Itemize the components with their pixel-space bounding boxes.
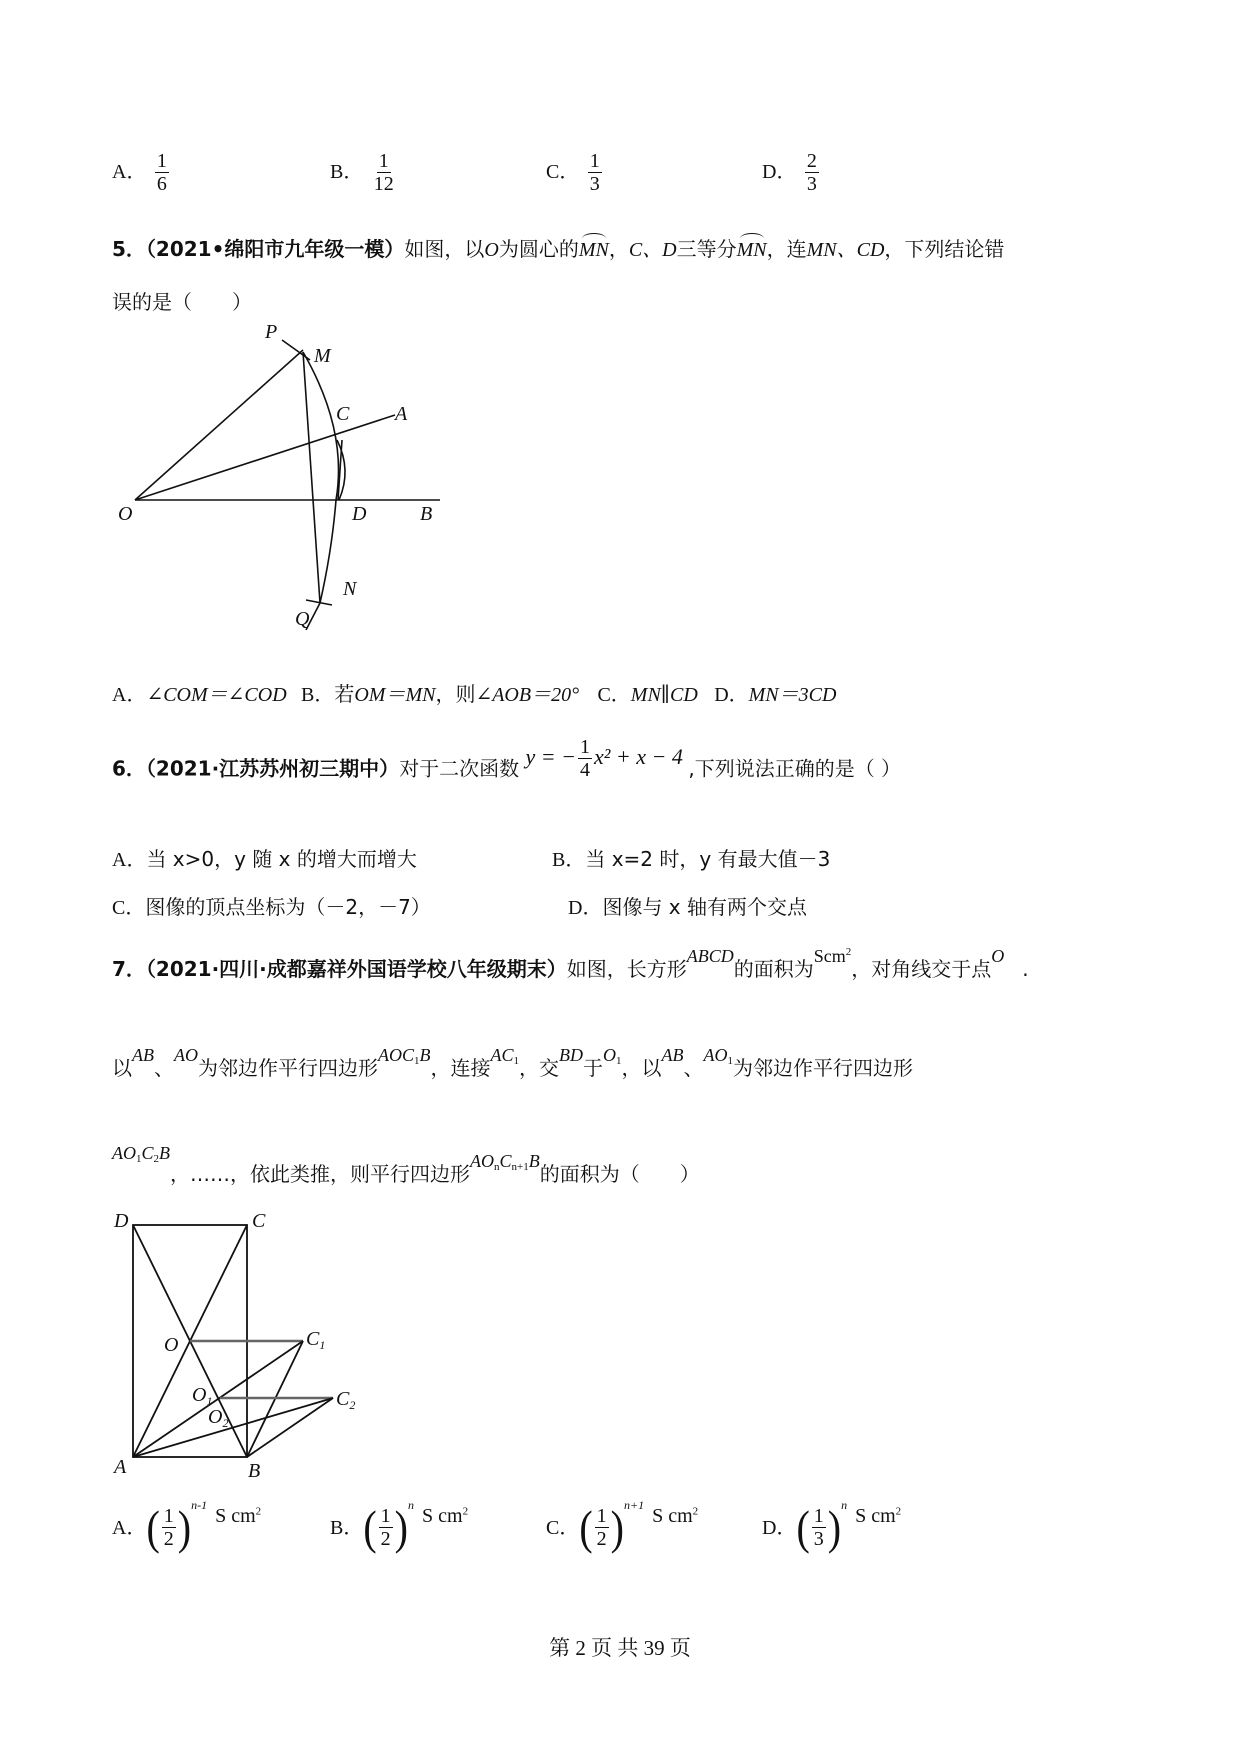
label-c: C [336, 403, 350, 425]
question-number: 7． [112, 957, 146, 981]
question-source: （2021·四川·成都嘉祥外国语学校八年级期末） [145, 957, 567, 981]
q4-option-d[interactable] [762, 150, 821, 195]
question-number: 5． [112, 237, 146, 261]
q7-option-a[interactable]: A． ( $\frac{1}{2}$ ) n-1 S $cm^2$ [112, 1498, 262, 1554]
fraction: $\frac{2}{3}$ [806, 150, 817, 195]
question-number: 6． [112, 756, 146, 781]
label-m: M [314, 345, 331, 367]
label-a: A [395, 403, 408, 425]
q7-option-c[interactable]: C． ( $\frac{1}{2}$ ) n+1 S $cm^2$ [546, 1498, 699, 1554]
q7-option-b[interactable]: B． ( $\frac{1}{2}$ ) n S $cm^2$ [330, 1498, 469, 1554]
arc-mn: MN [578, 239, 609, 261]
option-label: B． [330, 161, 364, 183]
label-o: O [118, 503, 133, 525]
q7-stem-line3: $AO_1C_2B$，……，依此类推，则平行四边形$AO_nC_{n+1}B$的面积为（ ） [112, 1143, 700, 1186]
label-o2: $O_2$ [208, 1406, 229, 1430]
q5-option-a[interactable]: A．∠COM＝∠COD [112, 684, 287, 706]
q5-figure [110, 320, 460, 630]
question-source: （2021•绵阳市九年级一模） [145, 237, 405, 261]
option-label: A． [112, 161, 147, 183]
q6-option-d[interactable]: D．图像与 x 轴有两个交点 [568, 895, 808, 919]
q6-option-a[interactable]: A．当 x>0，y 随 x 的增大而增大 [112, 847, 417, 871]
q4-option-b[interactable] [330, 150, 398, 195]
label-b: B [248, 1460, 261, 1482]
q7-stem-line1: 7．（2021·四川·成都嘉祥外国语学校八年级期末）如图，长方形ABCD的面积为Scm$^2$，对角线交于点O. [112, 946, 1029, 981]
fraction: $\frac{1}{3}$ [589, 150, 600, 195]
q7-figure [108, 1205, 378, 1495]
q6-option-b[interactable]: B．当 x=2 时，y 有最大值－3 [552, 847, 831, 871]
fraction: $\frac{1}{12}$ [373, 150, 394, 195]
label-d: D [352, 503, 367, 525]
label-n: N [343, 578, 357, 600]
arc-mn: MN [736, 239, 767, 261]
label-c1: $C_1$ [306, 1328, 326, 1352]
label-b: B [420, 503, 433, 525]
label-a: A [114, 1456, 127, 1478]
q5-option-d[interactable]: D．MN＝3CD [714, 684, 837, 706]
q5-option-c[interactable]: C．MN∥CD [597, 684, 698, 706]
q4-option-c[interactable] [546, 150, 604, 195]
label-o1: $O_1$ [192, 1384, 213, 1408]
question-source: （2021·江苏苏州初三期中） [145, 756, 400, 781]
label-c2: $C_2$ [336, 1388, 356, 1412]
q5-stem-line1: 5．（2021•绵阳市九年级一模）如图，以O为圆心的MN，C、D三等分MN，连MN、CD，下列结论错 [112, 237, 1005, 261]
q5-option-b[interactable]: B．若OM＝MN，则∠AOB＝20° [301, 682, 580, 706]
q5-options [112, 678, 836, 707]
label-q: Q [295, 608, 310, 630]
option-label: D． [762, 161, 797, 183]
q7-option-d[interactable]: D． ( $\frac{1}{3}$ ) n S $cm^2$ [762, 1498, 902, 1554]
page-footer: 第 2 页 共 39 页 [549, 1636, 691, 1660]
q7-stem-line2: 以AB、AO为邻边作平行四边形$AOC_1B$，连接$AC_1$，交BD于$O_1$，以AB、$AO_1$为邻边作平行四边形 [112, 1045, 914, 1080]
label-d: D [114, 1210, 129, 1232]
q4-option-a[interactable] [112, 150, 171, 195]
label-o: O [164, 1334, 179, 1356]
label-c: C [252, 1210, 266, 1232]
label-p: P [265, 321, 278, 343]
fraction: $\frac{1}{6}$ [156, 150, 167, 195]
q5-stem-line2: 误的是（ ） [112, 290, 252, 314]
q6-stem: 6．（2021·江苏苏州初三期中）对于二次函数 y = − $\frac{1}{4}$ x² + x − 4 ,下列说法正确的是（ ） [112, 736, 902, 781]
quadratic-formula: y = − $\frac{1}{4}$ x² + x − 4 [525, 736, 683, 781]
option-label: C． [546, 161, 580, 183]
q6-option-c[interactable]: C．图像的顶点坐标为（－2，－7） [112, 895, 431, 919]
